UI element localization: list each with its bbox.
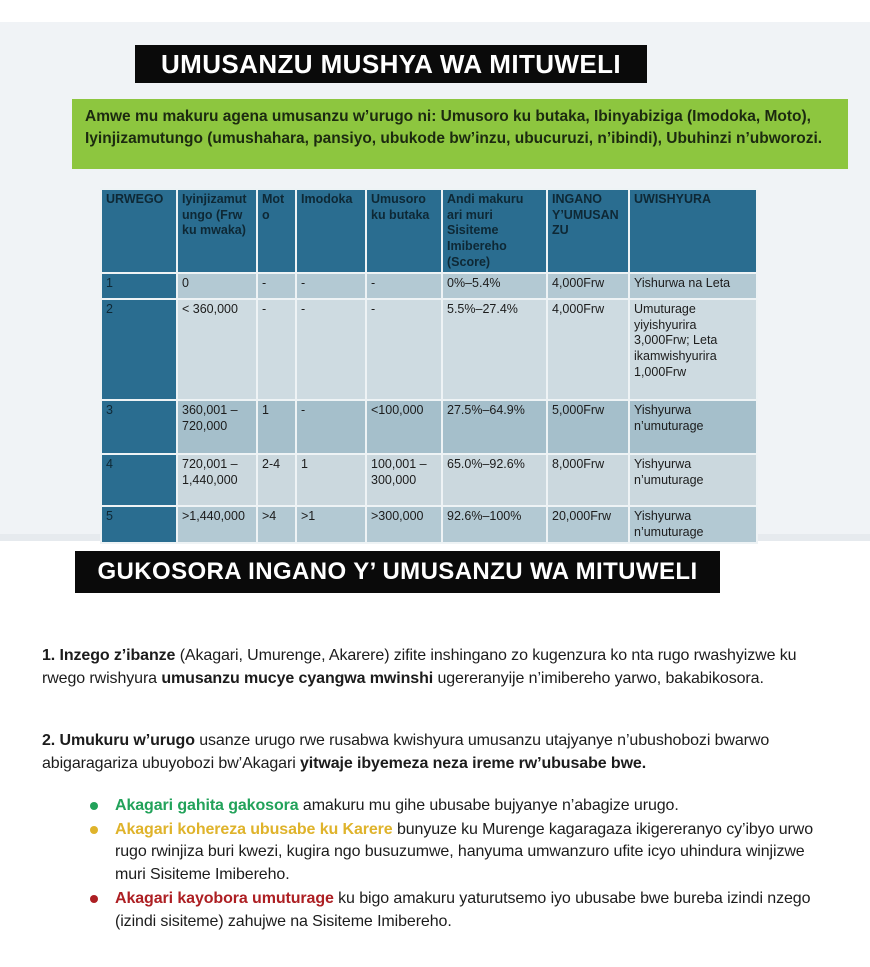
list-item-rest: amakuru mu gihe ubusabe bujyanye n’abagize urugo. — [298, 797, 679, 814]
table-cell: >1 — [296, 506, 366, 543]
table-cell: 720,001 – 1,440,000 — [177, 454, 257, 506]
table-cell: - — [296, 273, 366, 299]
green-bullet-icon — [90, 795, 115, 818]
list-item-lead: Akagari kohereza ubusabe ku Karere — [115, 820, 393, 838]
table-cell: - — [296, 299, 366, 400]
table-cell: 92.6%–100% — [442, 506, 547, 543]
table-row — [101, 299, 757, 400]
paragraph-2-text: usanze urugo rwe rusabwa kwishyura umusanzu utajyanye n’ubushobozi bwarwo abigaragariza ubuyobozi bw’Akagari — [42, 732, 770, 773]
section-title-banner — [75, 551, 720, 593]
column-header: UWISHYURA — [629, 189, 757, 273]
paragraph-2-bold-lead: Umukuru w’urugo — [59, 732, 195, 749]
table-cell: 360,001 – 720,000 — [177, 400, 257, 454]
list-item-rest: bunyuze ku Murenge kagaragaza ikigereranyo cy’ibyo urwo rugo rwinjiza buri kwezi, kugira ngo busuzumwe, hanyuma umwanzuro ufite icyo uhindura winjizwe muri Sisiteme Imibereho. — [115, 820, 814, 884]
table-cell: 1 — [257, 400, 296, 454]
paragraph-1-text-end: ugereranyije n’imibereho yarwo, bakabikosora. — [433, 670, 764, 688]
table-cell: 4,000Frw — [547, 299, 629, 400]
paragraph-2 — [42, 729, 834, 775]
table-cell: 100,001 – 300,000 — [366, 454, 442, 506]
yellow-bullet-icon — [90, 819, 115, 887]
list-item — [90, 888, 835, 933]
table-cell: 0%–5.4% — [442, 273, 547, 299]
column-header: INGANO Y’UMUSANZU — [547, 189, 629, 273]
main-title: UMUSANZU MUSHYA WA MITUWELI — [161, 48, 621, 79]
list-item-rest: ku bigo amakuru yaturutsemo iyo ubusabe bwe bureba izindi nzego (izindi sisiteme) zahujwe na Sisiteme Imibereho. — [115, 889, 811, 930]
table-cell: 0 — [177, 273, 257, 299]
table-cell: 27.5%–64.9% — [442, 400, 547, 454]
intro-text: Amwe mu makuru agena umusanzu w’urugo ni: Umusoro ku butaka, Ibinyabiziga (Imodoka, Moto), Iyinjizamutungo (umushahara, pansiyo, ubukode bw’inzu, ubucuruzi, n’ibindi), Ubuhinzi n’ubworozi. — [85, 108, 823, 147]
paragraph-2-number: 2. — [42, 732, 60, 749]
contribution-table-container — [100, 188, 758, 544]
column-header: Imodoka — [296, 189, 366, 273]
column-header: Moto — [257, 189, 296, 273]
list-item-text — [115, 819, 835, 887]
table-cell: 65.0%–92.6% — [442, 454, 547, 506]
list-item-text — [115, 888, 835, 933]
table-cell: 1 — [296, 454, 366, 506]
bullet-list — [90, 795, 835, 934]
table-cell: Yishyurwa n’umuturage — [629, 454, 757, 506]
paragraph-1-bold-lead: Inzego z’ibanze — [59, 647, 176, 664]
table-cell: 4 — [101, 454, 177, 506]
table-cell: Yishurwa na Leta — [629, 273, 757, 299]
table-cell: 1 — [101, 273, 177, 299]
table-cell: - — [366, 299, 442, 400]
table-cell: 5,000Frw — [547, 400, 629, 454]
table-cell: Yishyurwa n’umuturage — [629, 506, 757, 543]
table-cell: 5 — [101, 506, 177, 543]
table-cell: Yishyurwa n’umuturage — [629, 400, 757, 454]
paragraph-2-bold-end: yitwaje ibyemeza neza ireme rw’ubusabe bwe. — [300, 755, 647, 773]
contribution-table — [100, 188, 758, 544]
table-cell: >1,440,000 — [177, 506, 257, 543]
main-title-banner — [135, 45, 647, 83]
table-cell: 3 — [101, 400, 177, 454]
table-cell: < 360,000 — [177, 299, 257, 400]
table-cell: 20,000Frw — [547, 506, 629, 543]
column-header: Umusoro ku butaka — [366, 189, 442, 273]
table-cell: - — [257, 299, 296, 400]
table-cell: >300,000 — [366, 506, 442, 543]
list-item-lead: Akagari gahita gakosora — [115, 797, 299, 814]
paragraph-1-text: (Akagari, Umurenge, Akarere) zifite inshingano zo kugenzura ko nta rugo rwashyizwe ku rwego rwishyura — [42, 647, 797, 688]
table-cell: 5.5%–27.4% — [442, 299, 547, 400]
column-header: Andi makuru ari muri Sisiteme Imibereho (Score) — [442, 189, 547, 273]
table-cell: >4 — [257, 506, 296, 543]
table-cell: - — [257, 273, 296, 299]
column-header: Iyinjizamutungo (Frw ku mwaka) — [177, 189, 257, 273]
list-item-text — [115, 795, 835, 818]
red-bullet-icon — [90, 888, 115, 933]
paragraph-1-number: 1. — [42, 647, 60, 664]
list-item — [90, 795, 835, 818]
list-item-lead: Akagari kayobora umuturage — [115, 889, 334, 907]
table-row — [101, 273, 757, 299]
table-cell: 4,000Frw — [547, 273, 629, 299]
list-item — [90, 819, 835, 887]
table-cell: 8,000Frw — [547, 454, 629, 506]
intro-highlight-box — [72, 99, 848, 169]
table-row — [101, 454, 757, 506]
column-header: URWEGO — [101, 189, 177, 273]
table-cell: Umuturage yiyishyurira 3,000Frw; Leta ikamwishyurira 1,000Frw — [629, 299, 757, 400]
table-cell: - — [296, 400, 366, 454]
table-cell: <100,000 — [366, 400, 442, 454]
paragraph-1-bold-mid: umusanzu mucye cyangwa mwinshi — [161, 670, 434, 688]
table-cell: - — [366, 273, 442, 299]
table-cell: 2-4 — [257, 454, 296, 506]
table-header-row — [101, 189, 757, 273]
table-row — [101, 400, 757, 454]
paragraph-1 — [42, 644, 834, 690]
table-cell: 2 — [101, 299, 177, 400]
section-title: GUKOSORA INGANO Y’ UMUSANZU WA MITUWELI — [97, 558, 698, 585]
table-row — [101, 506, 757, 543]
